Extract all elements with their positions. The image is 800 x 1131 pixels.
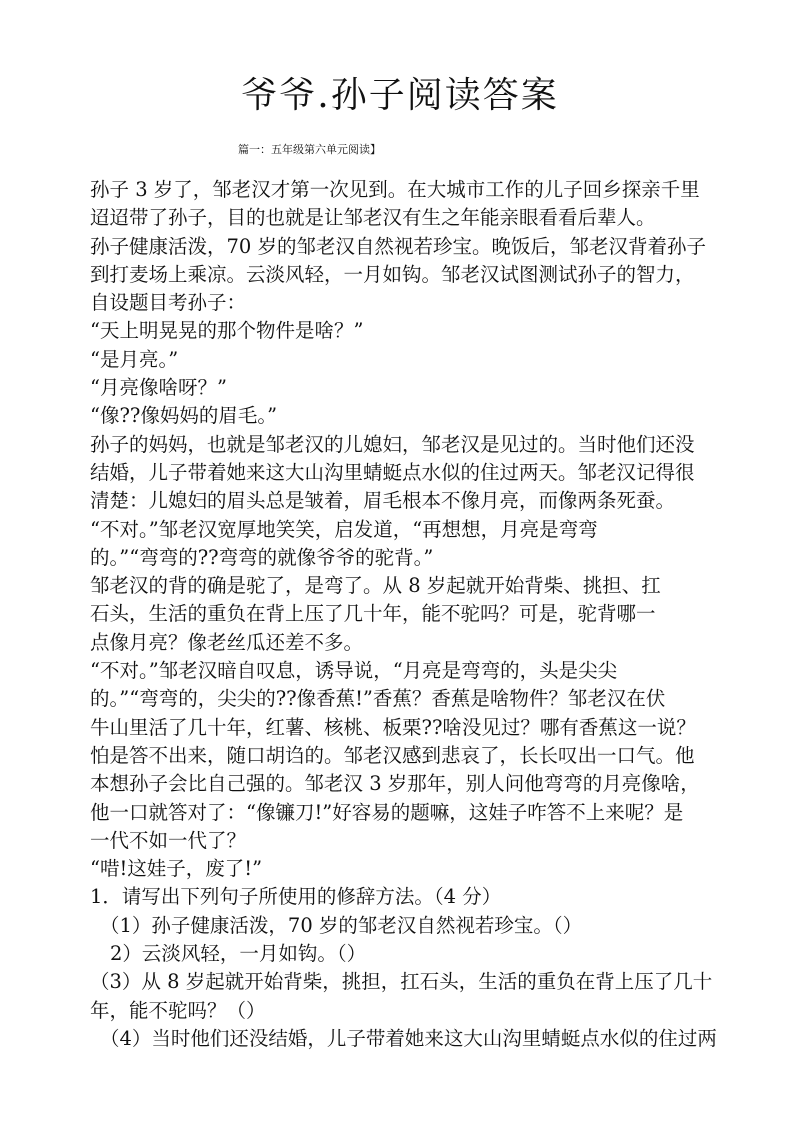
question-item: 2）云淡风轻，一月如钩。（） xyxy=(110,942,367,966)
dialogue-line: 的。”“弯弯的，尖尖的??像香蕉!”香蕉？香蕉是啥物件？邹老汉在伏 xyxy=(90,687,666,711)
text-line: 牛山里活了几十年，红薯、核桃、板栗??啥没见过？哪有香蕉这一说？ xyxy=(90,715,696,739)
text-line: 点像月亮？像老丝瓜还差不多。 xyxy=(90,630,364,654)
question-item: （1）孙子健康活泼，70 岁的邹老汉自然视若珍宝。（） xyxy=(100,913,583,937)
text-line: 一代不如一代了？ xyxy=(90,828,247,852)
question-item: （3）从 8 岁起就开始背柴，挑担，扛石头，生活的重负在背上压了几十 xyxy=(90,970,713,994)
text-line: 孙子的妈妈，也就是邹老汉的儿媳妇，邹老汉是见过的。当时他们还没 xyxy=(90,432,695,456)
dialogue-line: “不对。”邹老汉宽厚地笑笑，启发道，“再想想，月亮是弯弯 xyxy=(90,517,598,541)
text-line: 本想孙子会比自己强的。邹老汉 3 岁那年，别人问他弯弯的月亮像啥， xyxy=(90,772,700,796)
question-item: （4）当时他们还没结婚，儿子带着她来这大山沟里蜻蜓点水似的住过两 xyxy=(100,1026,717,1050)
text-line: 结婚，儿子带着她来这大山沟里蜻蜓点水似的住过两天。邹老汉记得很 xyxy=(90,460,695,484)
text-line: 迢迢带了孙子，目的也就是让邹老汉有生之年能亲眼看看后辈人。 xyxy=(90,206,656,230)
document-body xyxy=(90,176,730,1053)
text-line: 怕是答不出来，随口胡诌的。邹老汉感到悲哀了，长长叹出一口气。他 xyxy=(90,743,695,767)
dialogue-line: “唶!这娃子，废了!” xyxy=(90,857,263,881)
dialogue-line: “不对。”邹老汉暗自叹息，诱导说，“月亮是弯弯的，头是尖尖 xyxy=(90,659,618,683)
text-line: 孙子 3 岁了，邹老汉才第一次见到。在大城市工作的儿子回乡探亲千里 xyxy=(90,178,700,201)
dialogue-line: “天上明晃晃的那个物件是啥？” xyxy=(90,319,364,343)
question-item: 年，能不驼吗？（） xyxy=(90,998,266,1022)
text-line: 自设题目考孙子： xyxy=(90,291,247,315)
text-line: 孙子健康活泼，70 岁的邹老汉自然视若珍宝。晚饭后，邹老汉背着孙子 xyxy=(90,234,707,258)
dialogue-line: “像??像妈妈的眉毛。” xyxy=(90,404,278,428)
document-subtitle: 篇一：五年级第六单元阅读】 xyxy=(238,143,381,156)
text-line: 到打麦场上乘凉。云淡风轻，一月如钩。邹老汉试图测试孙子的智力， xyxy=(90,262,695,286)
text-line: 石头，生活的重负在背上压了几十年，能不驼吗？可是，驼背哪一 xyxy=(90,602,656,626)
document-title: 爷爷.孙子阅读答案 xyxy=(241,75,559,116)
text-line: 清楚：儿媳妇的眉头总是皱着，眉毛根本不像月亮，而像两条死蚕。 xyxy=(90,489,676,513)
dialogue-line: “是月亮。” xyxy=(90,347,179,371)
question-heading: 1．请写出下列句子所使用的修辞方法。（4 分） xyxy=(90,885,502,909)
dialogue-line: “月亮像啥呀？” xyxy=(90,376,227,400)
text-line: 邹老汉的背的确是驼了，是弯了。从 8 岁起就开始背柴、挑担、扛 xyxy=(90,574,661,598)
dialogue-line: 的。”“弯弯的??弯弯的就像爷爷的驼背。” xyxy=(90,545,434,569)
text-line: 他一口就答对了：“像镰刀!”好容易的题嘛，这娃子咋答不上来呢？是 xyxy=(90,800,684,824)
